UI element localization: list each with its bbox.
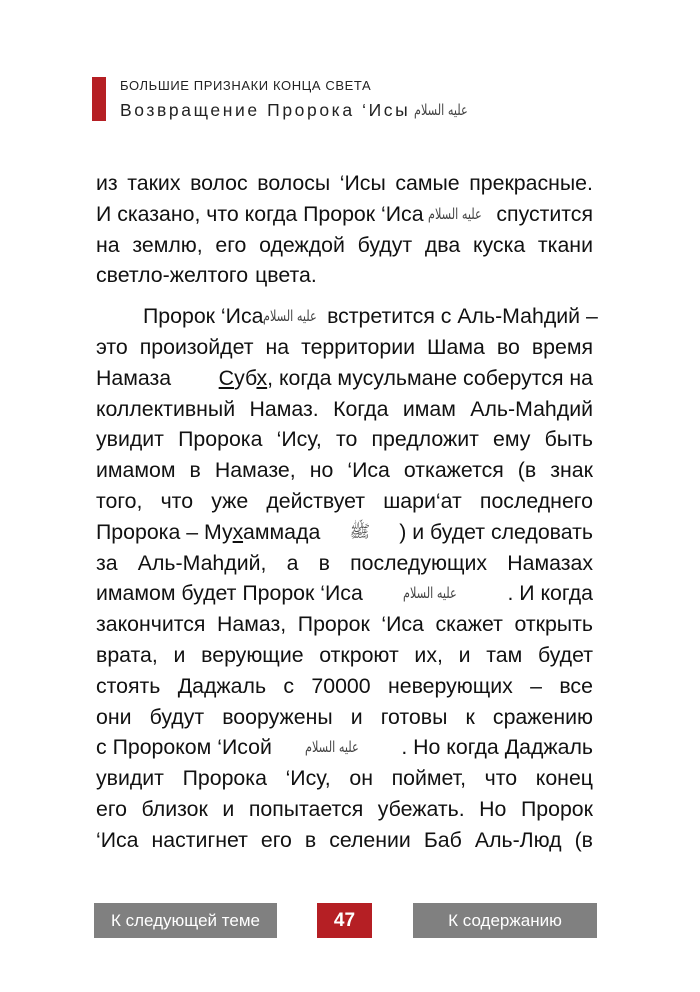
page-title-text: Возвращение Пророка ‘Исы bbox=[120, 100, 411, 120]
word: его bbox=[260, 827, 292, 852]
word: 70000 bbox=[311, 673, 371, 698]
word: открыть bbox=[514, 612, 593, 637]
word: Пророк bbox=[520, 796, 593, 821]
word: светло-желтого bbox=[96, 263, 249, 288]
text-line bbox=[96, 260, 593, 291]
word: откроют bbox=[319, 642, 399, 667]
text-line bbox=[96, 168, 593, 199]
word: то bbox=[335, 427, 358, 452]
word: Аль-Маhдий, bbox=[137, 550, 267, 575]
word: куска bbox=[472, 232, 526, 257]
word: настигнет bbox=[151, 827, 248, 852]
word: верующие bbox=[201, 642, 304, 667]
word: (в bbox=[517, 458, 537, 483]
text-line bbox=[96, 732, 593, 763]
word: Намаз, bbox=[217, 612, 287, 637]
text-line bbox=[96, 424, 593, 455]
text: Пророка – Му bbox=[96, 519, 233, 544]
word: ‘Иса bbox=[96, 827, 139, 852]
word: все bbox=[559, 673, 593, 698]
word: ему bbox=[493, 427, 531, 452]
line-text: ) и будет следовать bbox=[399, 519, 593, 544]
word: цвета. bbox=[255, 263, 317, 288]
text-line bbox=[96, 486, 593, 517]
word: Даджаль bbox=[177, 673, 267, 698]
word: – bbox=[530, 673, 542, 698]
word: их, bbox=[414, 642, 443, 667]
word: того, bbox=[96, 488, 143, 513]
line-text: И сказано, что когда Пророк ‘Иса bbox=[96, 201, 424, 226]
word: что bbox=[160, 488, 194, 513]
line-text: . И когда bbox=[507, 581, 593, 606]
line-text: , когда мусульмане соберутся на bbox=[267, 365, 593, 390]
word: попытается bbox=[248, 796, 364, 821]
word: последующих bbox=[350, 550, 488, 575]
word: убежать. bbox=[377, 796, 465, 821]
text-line bbox=[96, 763, 593, 794]
word: из bbox=[96, 171, 118, 195]
word: самые bbox=[395, 171, 460, 195]
word: на bbox=[96, 232, 120, 257]
word: врата, bbox=[96, 642, 158, 667]
section-category: БОЛЬШИЕ ПРИЗНАКИ КОНЦА СВЕТА bbox=[120, 78, 372, 93]
word: будут bbox=[357, 232, 413, 257]
word: будет bbox=[537, 642, 593, 667]
word: имам bbox=[402, 396, 456, 421]
text-line bbox=[96, 794, 593, 825]
text-line bbox=[96, 230, 593, 261]
word: сражению bbox=[492, 704, 593, 729]
word: произойдет bbox=[139, 334, 254, 359]
text: аммада bbox=[243, 519, 321, 544]
underlined-letter: С bbox=[218, 365, 235, 390]
word: что bbox=[484, 766, 518, 791]
word: волосы bbox=[257, 171, 331, 195]
word: увидит bbox=[96, 427, 164, 452]
word: прекрасные. bbox=[469, 171, 593, 195]
text-line bbox=[96, 394, 593, 425]
word: за bbox=[96, 550, 118, 575]
text-line bbox=[96, 301, 598, 332]
word: близок bbox=[141, 796, 208, 821]
honorific-glyph: عليه السلام bbox=[263, 307, 318, 326]
line-text: встретится с Аль-Маhдий – bbox=[327, 304, 598, 329]
word: имамом bbox=[96, 458, 176, 483]
word: но bbox=[309, 458, 334, 483]
text-line bbox=[96, 455, 593, 486]
page-number: 47 bbox=[317, 903, 372, 938]
honorific-glyph: عليه السلام bbox=[428, 204, 482, 223]
word: Шама bbox=[427, 334, 485, 359]
line-text bbox=[96, 517, 320, 548]
word: действует bbox=[266, 488, 366, 513]
word: Когда bbox=[333, 396, 389, 421]
line-text: . Но когда Даджаль bbox=[401, 735, 593, 760]
text-line bbox=[96, 548, 593, 579]
word: Намазах bbox=[507, 550, 593, 575]
word: предложит bbox=[371, 427, 479, 452]
word: Аль-Люд bbox=[474, 827, 562, 852]
word: там bbox=[486, 642, 523, 667]
text-line bbox=[96, 825, 593, 856]
word: в bbox=[189, 458, 201, 483]
word: одеждой bbox=[259, 232, 345, 257]
word: и bbox=[350, 704, 363, 729]
word: два bbox=[424, 232, 461, 257]
word: неверующих bbox=[387, 673, 513, 698]
word: увидит bbox=[96, 766, 164, 791]
word: ‘Ису, bbox=[285, 766, 331, 791]
text-line bbox=[96, 332, 593, 363]
word: ‘Исы bbox=[339, 171, 386, 195]
letter: б bbox=[244, 365, 257, 390]
word: Намазе, bbox=[214, 458, 296, 483]
word: в bbox=[304, 827, 317, 852]
word: Намаз. bbox=[249, 396, 319, 421]
next-topic-button[interactable]: К следующей теме bbox=[94, 903, 277, 938]
line-text: спустится bbox=[496, 201, 593, 226]
word: таких bbox=[127, 171, 181, 195]
letter: у bbox=[234, 365, 245, 390]
text-line bbox=[96, 199, 593, 230]
word: время bbox=[531, 334, 593, 359]
page-title bbox=[120, 100, 478, 121]
word: с bbox=[283, 673, 295, 698]
word: последнего bbox=[479, 488, 593, 513]
text-line bbox=[96, 671, 593, 702]
text-line bbox=[96, 640, 593, 671]
word: коллективный bbox=[96, 396, 236, 421]
word: конец bbox=[535, 766, 593, 791]
line-text: Пророк ‘Иса bbox=[143, 304, 264, 329]
word: готовы bbox=[380, 704, 448, 729]
word: это bbox=[96, 334, 128, 359]
honorific-glyph: عليه السلام bbox=[304, 738, 359, 757]
text-line bbox=[96, 517, 593, 548]
line-text: имамом будет Пророк ‘Иса bbox=[96, 581, 363, 606]
text-line bbox=[96, 578, 593, 609]
word: поймет, bbox=[391, 766, 466, 791]
word: будут bbox=[149, 704, 205, 729]
word: волос bbox=[190, 171, 248, 195]
word: и bbox=[458, 642, 471, 667]
word: откажется bbox=[403, 458, 504, 483]
word: Аль-Маhдий bbox=[470, 396, 593, 421]
underlined-letter: х bbox=[232, 519, 244, 544]
honorific-glyph: عليه السلام bbox=[403, 584, 458, 603]
word: его bbox=[215, 232, 247, 257]
word: стоять bbox=[96, 673, 161, 698]
word: скажет bbox=[435, 612, 503, 637]
word: уже bbox=[211, 488, 249, 513]
word: Баб bbox=[423, 827, 462, 852]
text-line bbox=[96, 363, 593, 394]
word: селении bbox=[329, 827, 411, 852]
word: Но bbox=[479, 796, 507, 821]
text-line bbox=[96, 609, 593, 640]
word: а bbox=[286, 550, 299, 575]
word: ‘Иса bbox=[347, 458, 390, 483]
word: на bbox=[265, 334, 290, 359]
salawat-glyph: ﷺ bbox=[349, 521, 371, 542]
text-line bbox=[96, 702, 593, 733]
word: ‘Иса bbox=[381, 612, 424, 637]
word: Пророка bbox=[178, 427, 263, 452]
word: в bbox=[318, 550, 330, 575]
transliterated-word bbox=[219, 363, 593, 394]
word: и bbox=[222, 796, 235, 821]
word: (в bbox=[574, 827, 593, 852]
word: они bbox=[96, 704, 132, 729]
word: во bbox=[496, 334, 520, 359]
word: и bbox=[173, 642, 186, 667]
word: землю, bbox=[132, 232, 203, 257]
word: Пророк bbox=[297, 612, 370, 637]
article-body bbox=[96, 168, 598, 856]
word: его bbox=[96, 796, 127, 821]
word: территории bbox=[301, 334, 416, 359]
honorific-glyph: عليه السلام bbox=[414, 101, 469, 119]
table-of-contents-button[interactable]: К содержанию bbox=[413, 903, 597, 938]
word: ткани bbox=[537, 232, 593, 257]
underlined-letter: х bbox=[256, 365, 268, 390]
word: знак bbox=[550, 458, 593, 483]
word: Пророка bbox=[182, 766, 267, 791]
word: к bbox=[465, 704, 475, 729]
line-text: Намаза bbox=[96, 365, 172, 390]
word: закончится bbox=[96, 612, 206, 637]
word: вооружены bbox=[222, 704, 333, 729]
line-text: с Пророком ‘Исой bbox=[96, 735, 272, 760]
word: он bbox=[349, 766, 373, 791]
word: быть bbox=[544, 427, 593, 452]
word: шари‘ат bbox=[383, 488, 462, 513]
header-accent-bar bbox=[92, 77, 106, 121]
word: ‘Ису, bbox=[276, 427, 322, 452]
